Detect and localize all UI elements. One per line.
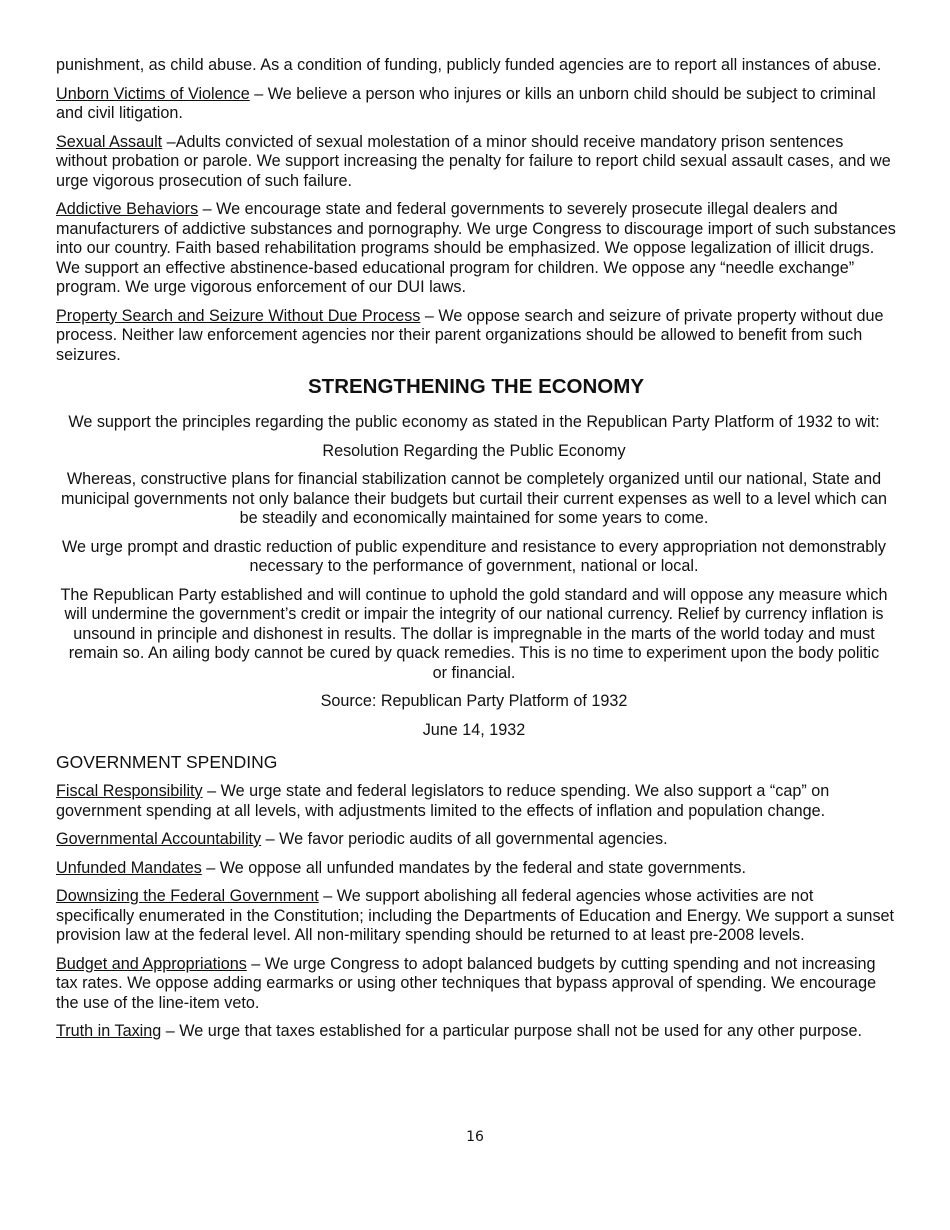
resolution-date: June 14, 1932	[422, 720, 526, 739]
unborn-victims-text: – We believe a person who injures or kills an unborn child should be subject to criminal and civil litigation.	[56, 84, 876, 122]
economy-heading: STRENGTHENING THE ECONOMY	[308, 375, 644, 398]
resolution-paragraph-1: Whereas, constructive plans for financial stabilization cannot be completely organized until our national, State and municipal governments not only balance their budgets but curtail their current expenses as well to a level which can be steadily and economically maintained for some years to come.	[60, 470, 887, 527]
sexual-assault-title: Sexual Assault	[56, 132, 163, 151]
unborn-victims-title: Unborn Victims of Violence	[56, 84, 250, 103]
unfunded-mandates-title: Unfunded Mandates	[56, 858, 202, 877]
page-number: 16	[466, 1129, 484, 1145]
property-seizure-paragraph	[56, 307, 896, 366]
budget-appropriations-text: – We urge Congress to adopt balanced budgets by cutting spending and not increasing tax rates. We oppose adding earmarks or using other techniques that bypass approval of spending. We encourage the use of the line-item veto.	[56, 954, 877, 1012]
spending-heading: GOVERNMENT SPENDING	[56, 752, 278, 772]
crime-continuation: punishment, as child abuse. As a condition of funding, publicly funded agencies are to report all instances of abuse.	[56, 56, 882, 74]
resolution-title: Resolution Regarding the Public Economy	[322, 441, 626, 460]
economy-intro: We support the principles regarding the public economy as stated in the Republican Party Platform of 1932 to wit:	[68, 413, 880, 431]
property-seizure-title: Property Search and Seizure Without Due Process	[56, 306, 421, 325]
downsizing-government-text: – We support abolishing all federal agencies whose activities are not specifically enumerated in the Constitution; including the Departments of Education and Energy. We support a sunset provision law at the federal level. All non-military spending should be returned to at least pre-2008 levels.	[56, 887, 895, 944]
truth-in-taxing-title: Truth in Taxing	[56, 1022, 162, 1040]
truth-in-taxing-paragraph	[56, 1022, 896, 1042]
property-seizure-text: – We oppose search and seizure of private property without due process. Neither law enforcement agencies nor their parent organizations should be allowed to benefit from such seizures.	[56, 306, 884, 364]
governmental-accountability-paragraph	[56, 830, 896, 850]
sexual-assault-text: –Adults convicted of sexual molestation of a minor should receive mandatory prison sentences without probation or parole. We support increasing the penalty for failure to report child sexual assault cases, and we urge vigorous prosecution of such failure.	[56, 132, 891, 190]
resolution-paragraph-2: We urge prompt and drastic reduction of public expenditure and resistance to every appropriation not demonstrably necessary to the performance of government, national or local.	[62, 537, 886, 575]
addictive-behaviors-paragraph	[56, 200, 896, 298]
resolution-source: Source: Republican Party Platform of 1932	[320, 692, 628, 710]
governmental-accountability-title: Governmental Accountability	[56, 830, 262, 848]
budget-appropriations-title: Budget and Appropriations	[56, 954, 247, 973]
downsizing-government-paragraph	[56, 887, 896, 946]
addictive-behaviors-title: Addictive Behaviors	[56, 200, 199, 218]
fiscal-responsibility-paragraph	[56, 782, 896, 821]
document-page	[56, 56, 896, 1051]
unfunded-mandates-paragraph	[56, 859, 896, 879]
unborn-victims-paragraph	[56, 85, 896, 124]
unfunded-mandates-text: – We oppose all unfunded mandates by the federal and state governments.	[201, 858, 746, 877]
resolution-paragraph-3: The Republican Party established and will continue to uphold the gold standard and will oppose any measure which will undermine the government’s credit or impair the integrity of our national currency. Relief by currency inflation is unsound in principle and dishonest in results. The dollar is impregnable in the marts of the world today and must remain so. An ailing body cannot be cured by quack remedies. This is no time to experiment upon the body politic or financial.	[60, 585, 888, 682]
truth-in-taxing-text: – We urge that taxes established for a particular purpose shall not be used for any other purpose.	[161, 1022, 862, 1040]
governmental-accountability-text: – We favor periodic audits of all governmental agencies.	[261, 830, 668, 848]
fiscal-responsibility-title: Fiscal Responsibility	[56, 782, 203, 800]
downsizing-government-title: Downsizing the Federal Government	[56, 887, 319, 905]
addictive-behaviors-text: – We encourage state and federal governments to severely prosecute illegal dealers and manufacturers of addictive substances and pornography. We urge Congress to discourage import of such substances into our country. Faith based rehabilitation programs should be emphasized. We oppose legalization of illicit drugs. We support an effective abstinence-based educational program for children. We oppose any “needle exchange” program. We urge vigorous enforcement of our DUI laws.	[56, 200, 896, 296]
fiscal-responsibility-text: – We urge state and federal legislators to reduce spending. We also support a “cap” on government spending at all levels, with adjustments limited to the effects of inflation and population change.	[56, 782, 830, 820]
budget-appropriations-paragraph	[56, 955, 896, 1014]
sexual-assault-paragraph	[56, 133, 896, 192]
